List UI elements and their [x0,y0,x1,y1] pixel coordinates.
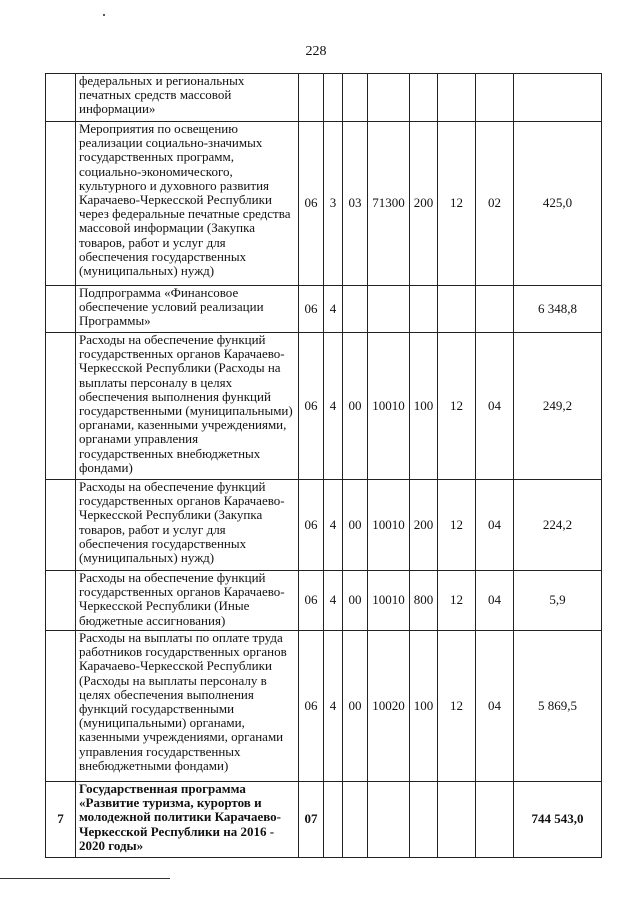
row-number [46,286,76,333]
code-cell: 800 [410,571,438,631]
code-cell [368,782,410,858]
code-cell: 100 [410,333,438,480]
code-cell: 200 [410,480,438,571]
code-cell: 3 [324,122,343,286]
code-cell [324,782,343,858]
code-cell: 06 [299,122,324,286]
code-cell [476,286,514,333]
code-cell: 12 [438,631,476,782]
code-cell: 10010 [368,480,410,571]
code-cell: 200 [410,122,438,286]
row-name: Расходы на выплаты по оплате труда работников государственных органов Карачаево-Черкесской Республики (Расходы на выплаты персоналу в целях обеспечения выполнения функций государственными (муниципальными) органами, казенными учреждениями, органами управления государственных внебюджетными фондами) [76,631,299,782]
row-name: Государственная программа «Развитие туризма, курортов и молодежной политики Карачаево-Черкесской Республики на 2016 - 2020 годы» [76,782,299,858]
code-cell: 00 [343,571,368,631]
amount-cell [514,74,602,122]
row-name: Мероприятия по освещению реализации социально-значимых государственных программ, социально-экономического, культурного и духовного развития Карачаево-Черкесской Республики через федеральные печатные средства массовой информации (Закупка товаров, работ и услуг для обеспечения государственных (муниципальных) нужд) [76,122,299,286]
amount-cell: 224,2 [514,480,602,571]
code-cell: 4 [324,286,343,333]
row-number [46,122,76,286]
row-name: Расходы на обеспечение функций государственных органов Карачаево-Черкесской Республики (Закупка товаров, работ и услуг для обеспечения государственных (муниципальных) нужд) [76,480,299,571]
code-cell [438,286,476,333]
row-number: 7 [46,782,76,858]
code-cell: 03 [343,122,368,286]
code-cell [438,74,476,122]
code-cell [368,286,410,333]
code-cell: 04 [476,571,514,631]
code-cell: 04 [476,480,514,571]
code-cell: 12 [438,333,476,480]
code-cell: 04 [476,333,514,480]
code-cell [343,286,368,333]
row-number [46,333,76,480]
row-name: федеральных и региональных печатных средств массовой информации» [76,74,299,122]
code-cell [438,782,476,858]
code-cell [324,74,343,122]
row-number [46,631,76,782]
table-row [46,631,602,782]
code-cell [410,782,438,858]
table-row [46,286,602,333]
code-cell [368,74,410,122]
code-cell [343,74,368,122]
code-cell: 4 [324,480,343,571]
code-cell: 06 [299,333,324,480]
table-row [46,571,602,631]
code-cell: 00 [343,333,368,480]
table-row [46,74,602,122]
code-cell: 10020 [368,631,410,782]
row-name: Расходы на обеспечение функций государственных органов Карачаево-Черкесской Республики (Расходы на выплаты персоналу в целях обеспечения выполнения функций государственными (муниципальными) органами, казенными учреждениями, органами управления государственных внебюджетных фондами) [76,333,299,480]
amount-cell: 744 543,0 [514,782,602,858]
table-row [46,122,602,286]
code-cell: 06 [299,631,324,782]
table-row [46,782,602,858]
code-cell: 10010 [368,571,410,631]
row-number [46,480,76,571]
code-cell: 4 [324,571,343,631]
code-cell [299,74,324,122]
code-cell: 00 [343,480,368,571]
code-cell: 07 [299,782,324,858]
row-number [46,571,76,631]
table-row [46,480,602,571]
code-cell [410,74,438,122]
code-cell: 00 [343,631,368,782]
budget-table [45,73,602,858]
code-cell: 12 [438,571,476,631]
code-cell: 10010 [368,333,410,480]
amount-cell: 5 869,5 [514,631,602,782]
table-row [46,333,602,480]
code-cell: 06 [299,480,324,571]
footnote-divider [0,878,170,879]
code-cell [476,74,514,122]
amount-cell: 6 348,8 [514,286,602,333]
code-cell: 06 [299,286,324,333]
code-cell: 12 [438,480,476,571]
scan-mark [103,14,105,16]
code-cell [343,782,368,858]
code-cell: 4 [324,333,343,480]
page-number: 228 [305,44,327,59]
code-cell [476,782,514,858]
code-cell: 71300 [368,122,410,286]
row-name: Расходы на обеспечение функций государственных органов Карачаево-Черкесской Республики (Иные бюджетные ассигнования) [76,571,299,631]
code-cell: 02 [476,122,514,286]
amount-cell: 249,2 [514,333,602,480]
amount-cell: 425,0 [514,122,602,286]
row-name: Подпрограмма «Финансовое обеспечение условий реализации Программы» [76,286,299,333]
amount-cell: 5,9 [514,571,602,631]
code-cell: 04 [476,631,514,782]
row-number [46,74,76,122]
code-cell: 4 [324,631,343,782]
code-cell [410,286,438,333]
code-cell: 06 [299,571,324,631]
code-cell: 12 [438,122,476,286]
code-cell: 100 [410,631,438,782]
